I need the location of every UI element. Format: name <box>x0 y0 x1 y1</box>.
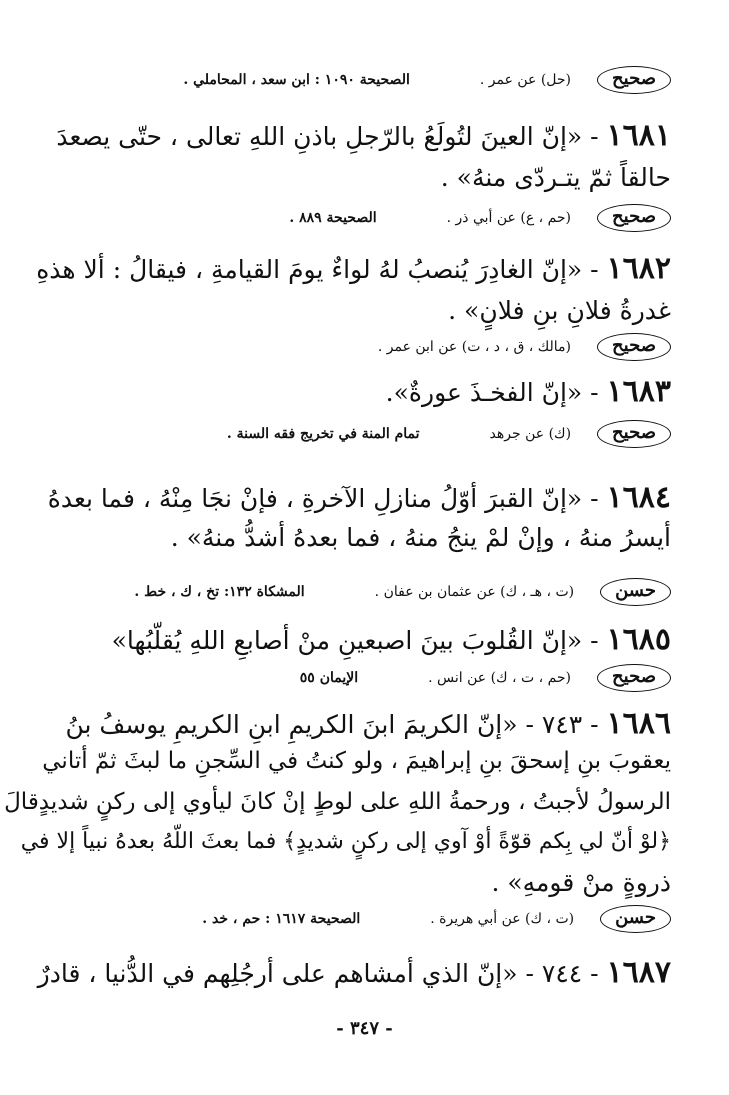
hadith-line <box>56 118 671 153</box>
reference-text: الصحيحة ١٦١٧ : حم ، خد . <box>202 911 361 927</box>
grade-badge: صحيح <box>597 664 671 692</box>
hadith-text: - «إنّ القُلوبَ بينَ اصبعينِ منْ أصابعِ اللهِ يُقلّبُها» <box>111 626 599 655</box>
grade-line <box>60 420 671 448</box>
hadith-text: يعقوبَ بنِ إسحقَ بنِ إبراهيمَ ، ولو كنتُ في السِّجنِ ما لبثَ ثمّ أتاني <box>42 748 671 774</box>
hadith-text: - ٧٤٣ - «إنّ الكريمَ ابنَ الكريمِ ابنِ الكريمِ يوسفُ بنُ <box>65 710 599 739</box>
hadith-line <box>47 480 671 515</box>
hadith-text: ذروةٍ منْ قومهِ» . <box>491 868 671 897</box>
grade-line <box>60 333 671 361</box>
grade-line <box>60 204 671 232</box>
source-text: (ت ، ك) عن أبي هريرة . <box>430 911 575 927</box>
hadith-line <box>60 523 671 552</box>
hadith-line <box>60 868 671 897</box>
hadith-line <box>37 955 671 990</box>
grade-line <box>60 578 671 606</box>
hadith-line <box>60 374 671 409</box>
hadith-line <box>60 622 671 657</box>
source-text: (ت ، هـ ، ك) عن عثمان بن عفان . <box>374 584 575 600</box>
reference-text: المشكاة ١٣٢: تخ ، ك ، خط . <box>134 584 305 600</box>
hadith-text: غدرةُ فلانِ بنِ فلانٍ» . <box>448 296 671 325</box>
grade-badge: حسن <box>600 905 671 933</box>
hadith-text: - ٧٤٤ - «إنّ الذي أمشاهم على أرجُلِهم في الدُّنيا ، قادرٌ <box>37 959 599 988</box>
hadith-text: ﴿لوْ أنّ لي بِكم قوّةً أوْ آوي إلى ركنٍ شديدٍ﴾ فما بعثَ اللّهُ بعدهُ نبياً إلا في <box>20 829 671 854</box>
hadith-number: ١٦٨٧ <box>606 955 671 990</box>
grade-badge: صحيح <box>597 333 671 361</box>
hadith-text: حالقاً ثمّ يتـردّى منهُ» . <box>440 163 671 192</box>
hadith-line <box>20 829 671 854</box>
reference-text: الصحيحة ١٠٩٠ : ابن سعد ، المحاملي . <box>183 72 410 88</box>
reference-text: تمام المنة في تخريج فقه السنة . <box>226 426 420 442</box>
source-text: (حم ، ت ، ك) عن انس . <box>428 670 572 686</box>
hadith-number: ١٦٨١ <box>606 118 671 153</box>
hadith-line <box>60 296 671 325</box>
hadith-text: - «إنّ العينَ لتُولَعُ بالرّجلِ باذنِ اللهِ تعالى ، حتّى يصعدَ <box>56 122 599 151</box>
grade-line <box>60 66 671 94</box>
hadith-text: - «إنّ الفخـذَ عورةٌ». <box>385 378 599 407</box>
hadith-text: - «إنّ الغادِرَ يُنصبُ لهُ لواءٌ يومَ القيامةِ ، فيقالُ : ألا هذهِ <box>36 255 599 284</box>
hadith-number: ١٦٨٢ <box>606 251 671 286</box>
reference-text: الإيمان ٥٥ <box>299 670 359 686</box>
hadith-text: - «إنّ القبرَ أوّلُ منازلِ الآخرةِ ، فإنْ نجَا مِنْهُ ، فما بعدهُ <box>47 484 599 513</box>
hadith-line <box>4 789 671 815</box>
reference-text: الصحيحة ٨٨٩ . <box>289 210 377 226</box>
grade-badge: صحيح <box>597 66 671 94</box>
hadith-line <box>36 251 671 286</box>
grade-badge: حسن <box>600 578 671 606</box>
hadith-text: الرسولُ لأجبتُ ، ورحمةُ اللهِ على لوطٍ إنْ كانَ ليأوي إلى ركنٍ شديدٍقالَ <box>4 789 671 815</box>
hadith-number: ١٦٨٣ <box>606 374 671 409</box>
grade-badge: صحيح <box>597 420 671 448</box>
hadith-line <box>42 748 671 774</box>
hadith-text: أيسرُ منهُ ، وإنْ لمْ ينجُ منهُ ، فما بعدهُ أشدُّ منهُ» . <box>170 523 671 552</box>
page-number: - ٣٤٧ - <box>336 1018 393 1039</box>
source-text: (ك) عن جرهد <box>489 426 572 442</box>
grade-line <box>60 905 671 933</box>
hadith-line <box>60 163 671 192</box>
source-text: (حل) عن عمر . <box>479 72 572 88</box>
hadith-number: ١٦٨٤ <box>606 480 671 515</box>
hadith-line <box>60 706 671 741</box>
grade-badge: صحيح <box>597 204 671 232</box>
hadith-number: ١٦٨٥ <box>606 622 671 657</box>
source-text: (حم ، ع) عن أبي ذر . <box>446 210 572 226</box>
source-text: (مالك ، ق ، د ، ت) عن ابن عمر . <box>377 339 572 355</box>
hadith-number: ١٦٨٦ <box>606 706 671 741</box>
grade-line <box>60 664 671 692</box>
